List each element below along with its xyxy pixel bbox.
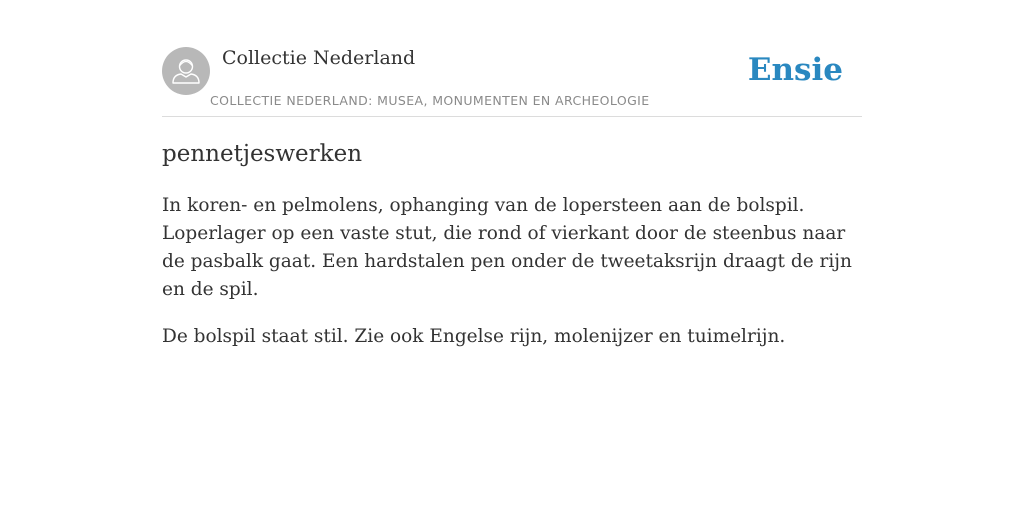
entry-header bbox=[162, 40, 862, 117]
author-subtitle-link[interactable]: COLLECTIE NEDERLAND: MUSEA, MONUMENTEN EN ARCHEOLOGIE bbox=[210, 93, 650, 108]
entry-title: pennetjeswerken bbox=[162, 141, 363, 167]
ensie-logo[interactable]: Ensie bbox=[747, 52, 843, 88]
entry-body bbox=[162, 192, 862, 351]
entry-paragraph: De bolspil staat stil. Zie ook Engelse rijn, molenijzer en tuimelrijn. bbox=[162, 326, 786, 347]
avatar[interactable] bbox=[162, 47, 210, 95]
author-name-link[interactable]: Collectie Nederland bbox=[222, 47, 416, 69]
user-icon bbox=[162, 47, 210, 95]
entry-paragraph: In koren- en pelmolens, ophanging van de lopersteen aan de bolspil. Loperlager op een vaste stut, die rond of vierkant door de steenbus naar de pasbalk gaat. Een hardstalen pen onder de tweetaksrijn draagt de rijn en de spil. bbox=[162, 195, 852, 300]
entry-content bbox=[162, 138, 862, 370]
